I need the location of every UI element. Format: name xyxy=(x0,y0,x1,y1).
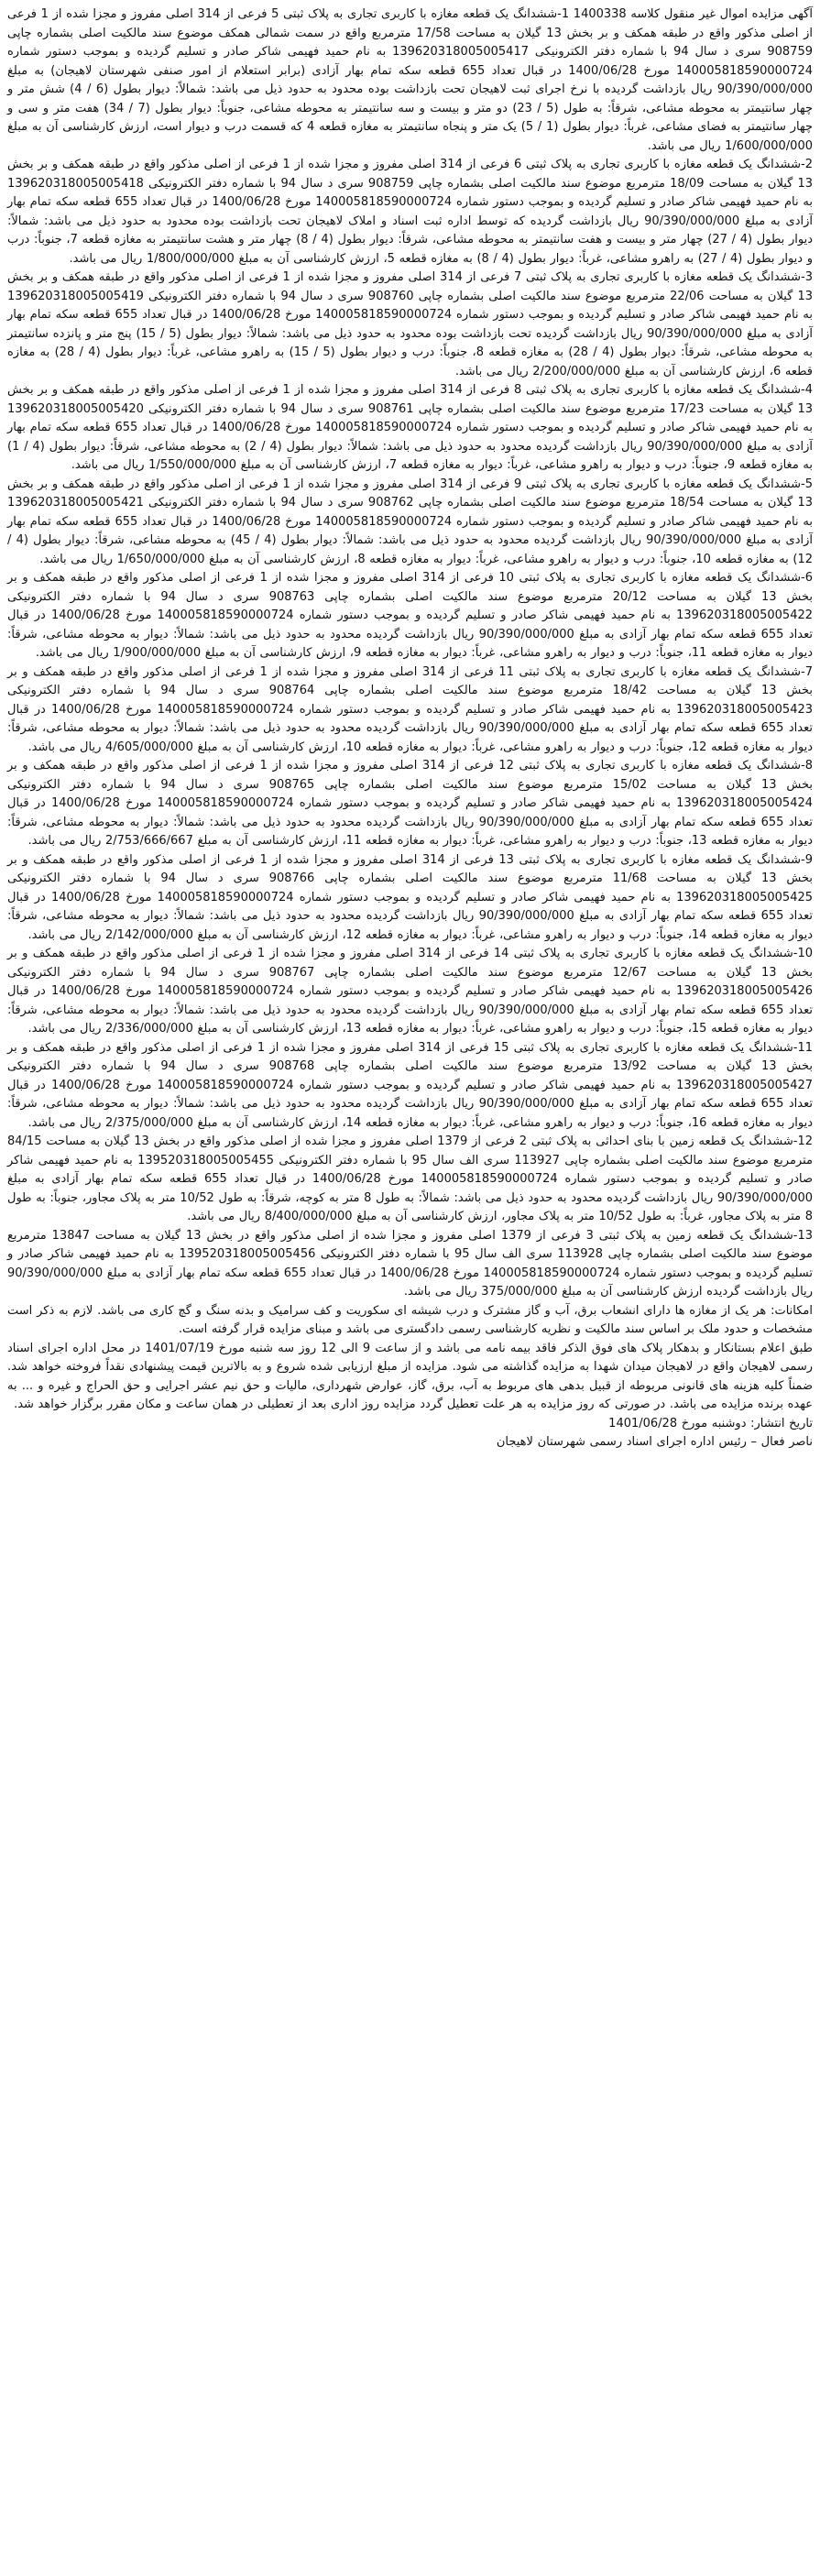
notice-paragraph: 4-ششدانگ یک قطعه مغازه با کاربری تجاری به پلاک ثبتی 8 فرعی از 314 اصلی مفروز و مجزا شده از 1 فرعی از اصلی مذکور واقع در طبقه همکف و بر بخش 13 گیلان به مساحت 17/23 مترمربع موضوع سند مالکیت اصلی بشماره چاپی 908761 سری د سال 94 با شماره دفتر الکترونیکی 139620318005005420 به نام حمید فهیمی شاکر صادر و تسلیم گردیده و بموجب دستور شماره 140005818590000724 مورخ 1400/06/28 در قبال تعداد 655 قطعه سکه تمام بهار آزادی به مبلغ 90/390/000/000 ریال بازداشت گردیده محدود به حدود ذیل می باشد: شمالاً: دیوار بطول (4 / 2) به محوطه مشاعی، شرقاً: دیوار بطول (4 / 1) به مغازه قطعه 9، جنوباً: درب و دیوار به راهرو مشاعی، غرباً: دیوار به مغازه قطعه 7، ارزش کارشناسی آن به مبلغ 1/550/000/000 ریال می باشد. xyxy=(7,383,814,472)
notice-paragraph: 11-ششدانگ یک قطعه مغازه با کاربری تجاری به پلاک ثبتی 15 فرعی از 314 اصلی مفروز و مجزا شده از 1 فرعی از اصلی مذکور واقع در طبقه همکف و بر بخش 13 گیلان به مساحت 13/92 مترمربع موضوع سند مالکیت اصلی بشماره چاپی 908768 سری د سال 94 با شماره دفتر الکترونیکی 139620318005005427 به نام حمید فهیمی شاکر صادر و تسلیم گردیده و بموجب دستور شماره 140005818590000724 مورخ 1400/06/28 در قبال تعداد 655 قطعه سکه تمام بهار آزادی به مبلغ 90/390/000/000 ریال بازداشت گردیده محدود به حدود ذیل می باشد: شمالاً: دیوار به محوطه مشاعی، شرقاً: دیوار به مغازه قطعه 16، جنوباً: درب و دیوار به راهرو مشاعی، غرباً: دیوار به مغازه قطعه 14، ارزش کارشناسی آن به مبلغ 2/375/000/000 ریال می باشد. xyxy=(7,1040,814,1130)
notice-paragraph: 9-ششدانگ یک قطعه مغازه با کاربری تجاری به پلاک ثبتی 13 فرعی از 314 اصلی مفروز و مجزا شده از 1 فرعی از اصلی مذکور واقع در طبقه همکف و بر بخش 13 گیلان به مساحت 11/68 مترمربع موضوع سند مالکیت اصلی بشماره چاپی 908766 سری د سال 94 با شماره دفتر الکترونیکی 139620318005005425 به نام حمید فهیمی شاکر صادر و تسلیم گردیده و بموجب دستور شماره 140005818590000724 مورخ 1400/06/28 در قبال تعداد 655 قطعه سکه تمام بهار آزادی به مبلغ 90/390/000/000 ریال بازداشت گردیده محدود به حدود ذیل می باشد: شمالاً: دیوار به محوطه مشاعی، شرقاً: دیوار به مغازه قطعه 14، جنوباً: درب و دیوار به راهرو مشاعی، غرباً: دیوار به مغازه قطعه 12، ارزش کارشناسی آن به مبلغ 2/142/000/000 ریال می باشد. xyxy=(7,852,814,942)
issuer-signature-line: ناصر فعال – رئیس اداره اجرای اسناد رسمی شهرستان لاهیجان xyxy=(496,1435,813,1449)
notice-paragraph: طبق اعلام بستانکار و بدهکار پلاک های فوق الذکر فاقد بیمه نامه می باشد و از ساعت 9 الی 12 روز سه شنبه مورخ 1401/07/19 در محل اداره اجرای اسناد رسمی لاهیجان واقع در لاهیجان میدان شهدا به مزایده گذاشته می شود. مزایده از مبلغ ارزیابی شده شروع و به بالاترین قیمت پیشنهادی نقداً فروخته خواهد شد. ضمناً کلیه هزینه های قانونی مربوطه از قبیل بدهی های مربوط به آب، برق، گاز، عوارض شهرداری، مالیات و حق نیم عشر اجرایی و حق الحراج و غیره و ... به عهده برنده مزایده می باشد. در صورتی که روز مزایده به هر علت تعطیل گردد مزایده روز اداری بعد از تعطیلی در همان ساعت و مکان مقرر برگزار خواهد شد. xyxy=(7,1341,813,1411)
notice-paragraph: 7-ششدانگ یک قطعه مغازه با کاربری تجاری به پلاک ثبتی 11 فرعی از 314 اصلی مفروز و مجزا شده از 1 فرعی از اصلی مذکور واقع در طبقه همکف و بر بخش 13 گیلان به مساحت 18/42 مترمربع موضوع سند مالکیت اصلی بشماره چاپی 908764 سری د سال 94 با شماره دفتر الکترونیکی 139620318005005423 به نام حمید فهیمی شاکر صادر و تسلیم گردیده و بموجب دستور شماره 140005818590000724 مورخ 1400/06/28 در قبال تعداد 655 قطعه سکه تمام بهار آزادی به مبلغ 90/390/000/000 ریال بازداشت گردیده محدود به حدود ذیل می باشد: شمالاً: دیوار به محوطه مشاعی، شرقاً: دیوار به مغازه قطعه 12، جنوباً: درب و دیوار به راهرو مشاعی، غرباً: دیوار به مغازه قطعه 10، ارزش کارشناسی آن به مبلغ 4/605/000/000 ریال می باشد. xyxy=(7,664,814,754)
notice-paragraph: 10-ششدانگ یک قطعه مغازه با کاربری تجاری به پلاک ثبتی 14 فرعی از 314 اصلی مفروز و مجزا شده از 1 فرعی از اصلی مذکور واقع در طبقه همکف و بر بخش 13 گیلان به مساحت 12/67 مترمربع موضوع سند مالکیت اصلی بشماره چاپی 908767 سری د سال 94 با شماره دفتر الکترونیکی 139620318005005426 به نام حمید فهیمی شاکر صادر و تسلیم گردیده و بموجب دستور شماره 140005818590000724 مورخ 1400/06/28 در قبال تعداد 655 قطعه سکه تمام بهار آزادی به مبلغ 90/390/000/000 ریال بازداشت گردیده محدود به حدود ذیل می باشد: شمالاً: دیوار به محوطه مشاعی، شرقاً: دیوار به مغازه قطعه 15، جنوباً: درب و دیوار به راهرو مشاعی، غرباً: دیوار به مغازه قطعه 13، ارزش کارشناسی آن به مبلغ 2/336/000/000 ریال می باشد. xyxy=(7,947,814,1036)
notice-paragraph: 6-ششدانگ یک قطعه مغازه با کاربری تجاری به پلاک ثبتی 10 فرعی از 314 اصلی مفروز و مجزا شده از 1 فرعی از اصلی مذکور واقع در طبقه همکف و بر بخش 13 گیلان به مساحت 20/12 مترمربع موضوع سند مالکیت اصلی بشماره چاپی 908763 سری د سال 94 با شماره دفتر الکترونیکی 139620318005005422 به نام حمید فهیمی شاکر صادر و تسلیم گردیده و بموجب دستور شماره 140005818590000724 مورخ 1400/06/28 در قبال تعداد 655 قطعه سکه تمام بهار آزادی به مبلغ 90/390/000/000 ریال بازداشت گردیده محدود به حدود ذیل می باشد: شمالاً: دیوار به محوطه مشاعی، شرقاً: دیوار به مغازه قطعه 11، جنوباً: درب و دیوار به راهرو مشاعی، غرباً: دیوار به مغازه قطعه 9، ارزش کارشناسی آن به مبلغ 1/900/000/000 ریال می باشد. xyxy=(7,571,814,660)
notice-paragraph: امکانات: هر یک از مغازه ها دارای انشعاب برق، آب و گاز مشترک و درب شیشه ای سکوریت و کف سرامیک و بدنه سنگ و گچ کاری می باشد. لازم به ذکر است مشخصات و حدود ملک بر اساس سند مالکیت و نظریه کارشناسی رسمی دادگستری می باشد و مبنای مزایده قرار گرفته است. xyxy=(7,1303,813,1336)
notice-paragraph: 8-ششدانگ یک قطعه مغازه با کاربری تجاری به پلاک ثبتی 12 فرعی از 314 اصلی مفروز و مجزا شده از 1 فرعی از اصلی مذکور واقع در طبقه همکف و بر بخش 13 گیلان به مساحت 15/02 مترمربع موضوع سند مالکیت اصلی بشماره چاپی 908765 سری د سال 94 با شماره دفتر الکترونیکی 139620318005005424 به نام حمید فهیمی شاکر صادر و تسلیم گردیده و بموجب دستور شماره 140005818590000724 مورخ 1400/06/28 در قبال تعداد 655 قطعه سکه تمام بهار آزادی به مبلغ 90/390/000/000 ریال بازداشت گردیده محدود به حدود ذیل می باشد: شمالاً: دیوار به محوطه مشاعی، شرقاً: دیوار به مغازه قطعه 13، جنوباً: درب و دیوار به راهرو مشاعی، غرباً: دیوار به مغازه قطعه 11، ارزش کارشناسی آن به مبلغ 2/753/666/667 ریال می باشد. xyxy=(7,759,814,848)
notice-paragraph: 12-ششدانگ یک قطعه زمین با بنای احداثی به پلاک ثبتی 2 فرعی از 1379 اصلی مفروز و مجزا شده از اصلی مذکور واقع در بخش 13 گیلان به مساحت 84/15 مترمربع موضوع سند مالکیت اصلی بشماره چاپی 113927 سری الف سال 95 با شماره دفتر الکترونیکی 139520318005005455 به نام حمید فهیمی شاکر صادر و تسلیم گردیده و بموجب دستور شماره 140005818590000724 مورخ 1400/06/28 در قبال تعداد 655 قطعه سکه تمام بهار آزادی به مبلغ 90/390/000/000 ریال بازداشت گردیده محدود به حدود ذیل می باشد: شمالاً: به طول 8 متر به کوچه، شرقاً: به طول 10/52 متر به پلاک مجاور، جنوباً: به طول 8 متر به پلاک مجاور، غرباً: به طول 10/52 متر به پلاک مجاور، ارزش کارشناسی آن به مبلغ 8/400/000/000 ریال می باشد. xyxy=(7,1135,814,1223)
notice-paragraph: 3-ششدانگ یک قطعه مغازه با کاربری تجاری به پلاک ثبتی 7 فرعی از 314 اصلی مفروز و مجزا شده از 1 فرعی از اصلی مذکور واقع در طبقه همکف و بر بخش 13 گیلان به مساحت 22/06 مترمربع موضوع سند مالکیت اصلی بشماره چاپی 908760 سری د سال 94 با شماره دفتر الکترونیکی 139620318005005419 به نام حمید فهیمی شاکر صادر و تسلیم گردیده و بموجب دستور شماره 140005818590000724 مورخ 1400/06/28 در قبال تعداد 655 قطعه سکه تمام بهار آزادی به مبلغ 90/390/000/000 ریال بازداشت گردیده تحت بازداشت بوده محدود به حدود ذیل می باشد: شمالاً: دیوار بطول (5 / 15) پنج متر و پانزده سانتیمتر به محوطه مشاعی، شرقاً: دیوار بطول (4 / 28) به مغازه قطعه 8، جنوباً: درب و دیوار بطول (5 / 15) به راهرو مشاعی، غرباً: دیوار بطول (4 / 28) به مغازه قطعه 6، ارزش کارشناسی آن به مبلغ 2/200/000/000 ریال می باشد. xyxy=(7,270,814,378)
notice-paragraph: 2-ششدانگ یک قطعه مغازه با کاربری تجاری به پلاک ثبتی 6 فرعی از 314 اصلی مفروز و مجزا شده از 1 فرعی از اصلی مذکور واقع در طبقه همکف و بر بخش 13 گیلان به مساحت 18/09 مترمربع موضوع سند مالکیت اصلی بشماره چاپی 908759 سری د سال 94 با شماره دفتر الکترونیکی 139620318005005418 به نام حمید فهیمی شاکر صادر و تسلیم گردیده و بموجب دستور شماره 140005818590000724 مورخ 1400/06/28 در قبال تعداد 655 قطعه سکه تمام بهار آزادی به مبلغ 90/390/000/000 ریال بازداشت گردیده که توسط اداره ثبت اسناد و املاک لاهیجان تحت بازداشت بوده محدود به حدود ذیل می باشد: شمالاً: دیوار بطول (4 / 27) چهار متر و بیست و هفت سانتیمتر به محوطه مشاعی، شرقاً: دیوار بطول (4 / 8) چهار متر و هشت سانتیمتر به مغازه قطعه 7، جنوباً: درب و دیوار بطول (4 / 27) به راهرو مشاعی، غرباً: دیوار بطول (4 / 8) به مغازه قطعه 5، ارزش کارشناسی آن به مبلغ 1/800/000/000 ریال می باشد. xyxy=(7,158,814,266)
auction-notice-text xyxy=(7,5,813,1452)
notice-paragraph: 13-ششدانگ یک قطعه زمین به پلاک ثبتی 3 فرعی از 1379 اصلی مفروز و مجزا شده از اصلی مذکور واقع در بخش 13 گیلان به مساحت 13847 مترمربع موضوع سند مالکیت اصلی بشماره چاپی 113928 سری الف سال 95 با شماره دفتر الکترونیکی 139520318005005456 به نام حمید فهیمی شاکر صادر و تسلیم گردیده و بموجب دستور شماره 140005818590000724 مورخ 1400/06/28 در قبال تعداد 655 قطعه سکه تمام بهار آزادی به مبلغ 90/390/000/000 ریال بازداشت گردیده ارزش کارشناسی آن به مبلغ 375/000/000 ریال می باشد. xyxy=(7,1228,813,1299)
notice-paragraph: آگهی مزایده اموال غیر منقول کلاسه 1400338 1-ششدانگ یک قطعه مغازه با کاربری تجاری به پلاک ثبتی 5 فرعی از 314 اصلی مفروز و مجزا شده از 1 فرعی از اصلی مذکور واقع در طبقه همکف و بر بخش 13 گیلان به مساحت 17/58 مترمربع واقع در سمت شمالی همکف موضوع سند مالکیت اصلی بشماره چاپی 908759 سری د سال 94 با شماره دفتر الکترونیکی 139620318005005417 به نام حمید فهیمی شاکر صادر و تسلیم گردیده و بموجب دستور شماره 140005818590000724 مورخ 1400/06/28 در قبال تعداد 655 قطعه سکه تمام بهار آزادی (برابر استعلام از امور صنفی شهرستان لاهیجان) به مبلغ 90/390/000/000 ریال بازداشت گردیده با نرخ اجرای ثبت لاهیجان تحت بازداشت بوده محدود به حدود ذیل می باشد: شمالاً: دیوار بطول (6 / 4) شش متر و چهار سانتیمتر به محوطه مشاعی، شرقاً: به طول (5 / 23) دو متر و بیست و سه سانتیمتر به محوطه مشاعی، جنوباً: دیوار بطول (7 / 34) هفت متر و سی و چهار سانتیمتر به فضای مشاعی، غرباً: دیوار بطول (1 / 5) یک متر و پنجاه سانتیمتر به مغازه قطعه 4 که قسمت درب و دیوار است، ارزش کارشناسی آن به مبلغ 1/600/000/000 ریال می باشد. xyxy=(7,7,814,153)
publication-date: تاریخ انتشار: دوشنبه مورخ 1401/06/28 xyxy=(608,1416,813,1431)
notice-paragraph: 5-ششدانگ یک قطعه مغازه با کاربری تجاری به پلاک ثبتی 9 فرعی از 314 اصلی مفروز و مجزا شده از 1 فرعی از اصلی مذکور واقع در طبقه همکف و بر بخش 13 گیلان به مساحت 18/54 مترمربع موضوع سند مالکیت اصلی بشماره چاپی 908762 سری د سال 94 با شماره دفتر الکترونیکی 139620318005005421 به نام حمید فهیمی شاکر صادر و تسلیم گردیده و بموجب دستور شماره 140005818590000724 مورخ 1400/06/28 در قبال تعداد 655 قطعه سکه تمام بهار آزادی به مبلغ 90/390/000/000 ریال بازداشت گردیده محدود به حدود ذیل می باشد: شمالاً: دیوار بطول (4 / 45) به محوطه مشاعی، شرقاً: دیوار بطول (4 / 12) به مغازه قطعه 10، جنوباً: درب و دیوار به راهرو مشاعی، غرباً: دیوار به مغازه قطعه 8، ارزش کارشناسی آن به مبلغ 1/650/000/000 ریال می باشد. xyxy=(7,477,814,566)
